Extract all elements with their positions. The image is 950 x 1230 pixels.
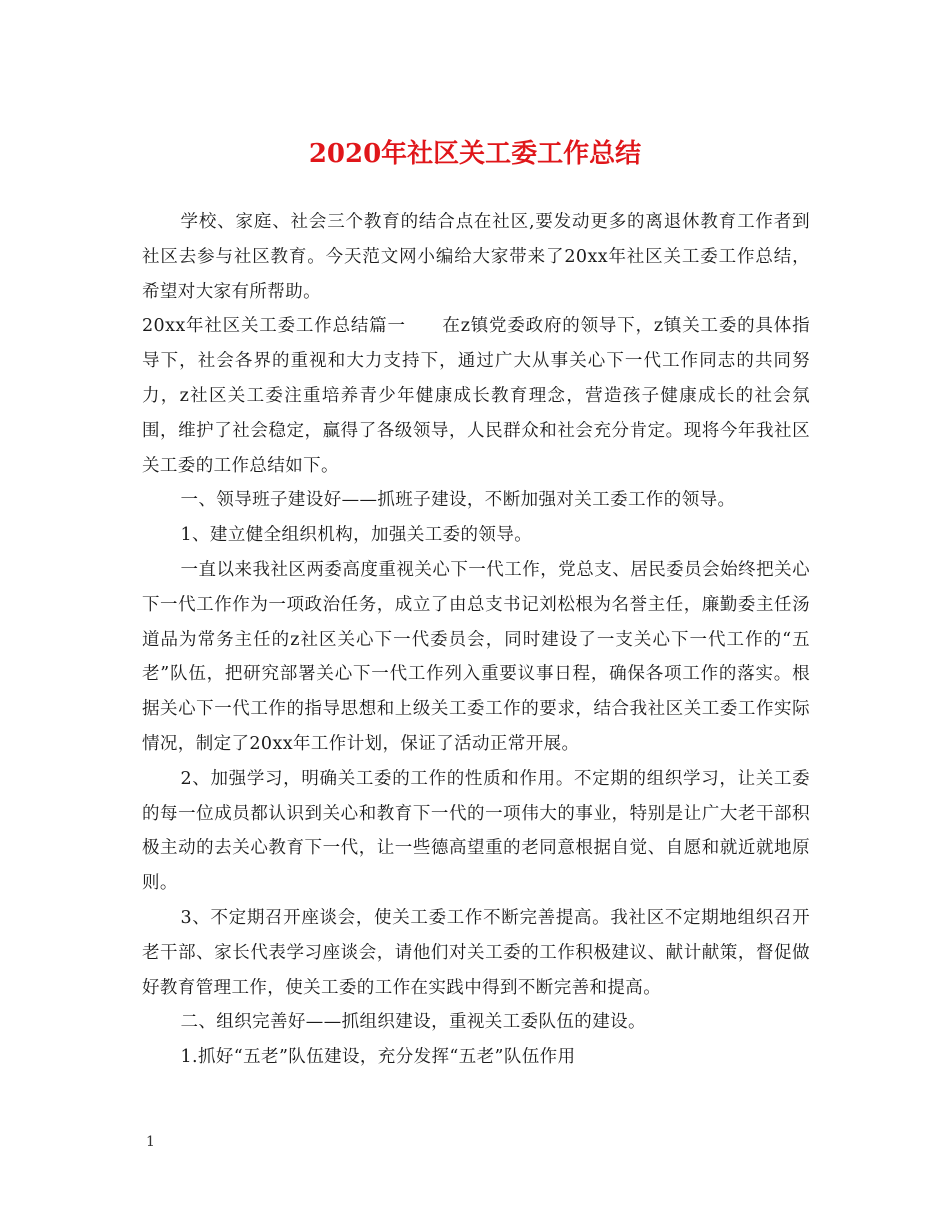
paragraph-section-one-intro: 20xx年社区关工委工作总结篇一 在z镇党委政府的领导下，z镇关工委的具体指导下，社会各界的重视和大力支持下，通过广大从事关心下一代工作同志的共同努力，z社区关工委注重培养青少年健康成长教育理念，营造孩子健康成长的社会氛围，维护了社会稳定，赢得了各级领导，人民群众和社会充分肯定。现将今年我社区关工委的工作总结如下。 (142, 316, 810, 476)
heading-item-1: 1、建立健全组织机构，加强关工委的领导。 (180, 525, 533, 546)
page-number: 1 (146, 1134, 155, 1150)
document-title: 2020年社区关工委工作总结 (308, 139, 642, 169)
heading-part-two-item-1: 1.抓好“五老”队伍建设，充分发挥“五老”队伍作用 (180, 1047, 576, 1068)
paragraph-item-3: 3、不定期召开座谈会，使关工委工作不断完善提高。我社区不定期地组织召开老干部、家长代表学习座谈会，请他们对关工委的工作积极建议、献计献策，督促做好教育管理工作，使关工委的工作在实践中得到不断完善和提高。 (142, 907, 810, 998)
document-body (142, 205, 810, 1075)
paragraph-intro: 学校、家庭、社会三个教育的结合点在社区,要发动更多的离退休教育工作者到社区去参与社区教育。今天范文网小编给大家带来了20xx年社区关工委工作总结，希望对大家有所帮助。 (142, 212, 810, 302)
paragraph-item-1-body: 一直以来我社区两委高度重视关心下一代工作，党总支、居民委员会始终把关心下一代工作作为一项政治任务，成立了由总支书记刘松根为名誉主任，廉勤委主任汤道品为常务主任的z社区关心下一代委员会，同时建设了一支关心下一代工作的“五老”队伍，把研究部署关心下一代工作列入重要议事日程，确保各项工作的落实。根据关心下一代工作的指导思想和上级关工委工作的要求，结合我社区关工委工作实际情况，制定了20xx年工作计划，保证了活动正常开展。 (142, 559, 810, 754)
heading-part-one: 一、领导班子建设好——抓班子建设，不断加强对关工委工作的领导。 (180, 490, 736, 511)
paragraph-item-2: 2、加强学习，明确关工委的工作的性质和作用。不定期的组织学习，让关工委的每一位成员都认识到关心和教育下一代的一项伟大的事业，特别是让广大老干部积极主动的去关心教育下一代，让一些德高望重的老同意根据自觉、自愿和就近就地原则。 (142, 768, 810, 894)
heading-part-two: 二、组织完善好——抓组织建设，重视关工委队伍的建设。 (180, 1012, 646, 1033)
